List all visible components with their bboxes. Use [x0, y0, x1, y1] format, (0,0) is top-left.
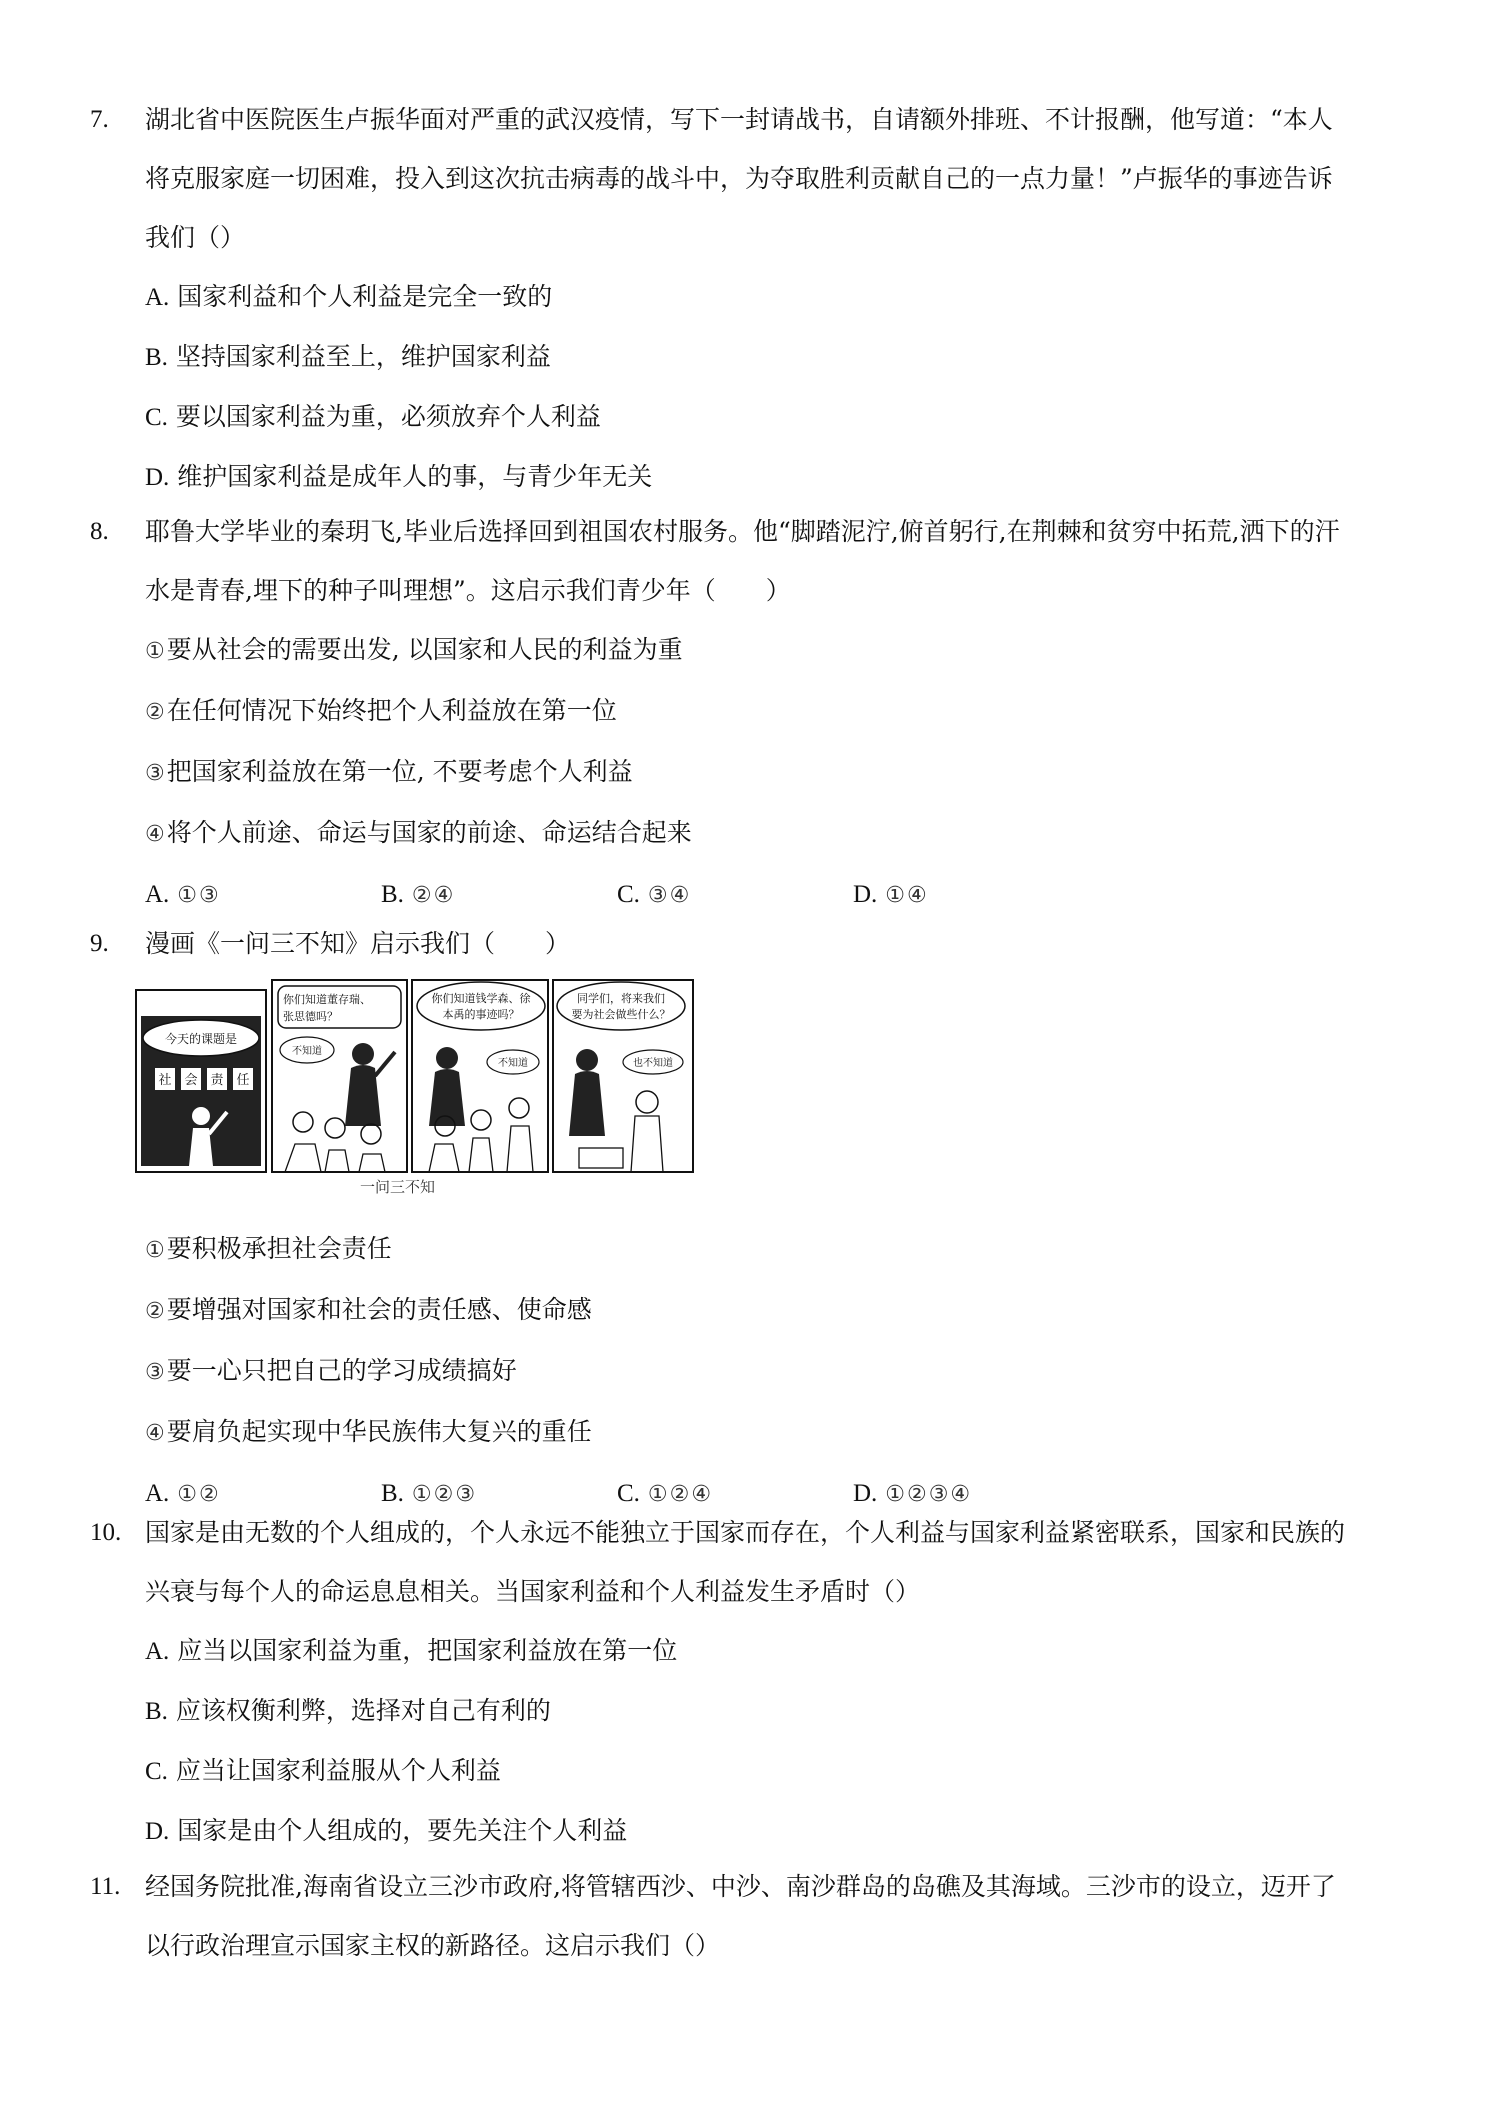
option-a[interactable]	[145, 1621, 1410, 1681]
comic-panel-3	[412, 980, 548, 1172]
choice-text: ①③	[177, 883, 221, 908]
choice-letter: C.	[617, 1480, 640, 1507]
option-b[interactable]	[145, 327, 1410, 387]
question-text-line: 我们（）	[145, 223, 246, 252]
statement-mark: ②	[145, 1299, 167, 1324]
question-7	[90, 90, 1410, 507]
statement-4	[145, 803, 1410, 864]
statement-text: 要一心只把自己的学习成绩搞好	[166, 1356, 517, 1385]
comic-caption: 一问三不知	[360, 1178, 436, 1196]
question-text-line: 兴衰与每个人的命运息息相关。当国家利益和个人利益发生矛盾时（）	[145, 1577, 921, 1606]
question-number: 8.	[90, 518, 109, 545]
question-text-line: 耶鲁大学毕业的秦玥飞,毕业后选择回到祖国农村服务。他“脚踏泥泞,俯首躬行,在荆棘和贫穷中拓荒,洒下的汗	[145, 517, 1340, 546]
option-letter: A.	[145, 1638, 170, 1665]
comic-panel-4	[553, 980, 693, 1172]
board-char: 会	[184, 1073, 198, 1088]
question-text-line: 水是青春,埋下的种子叫理想”。这启示我们青少年（ ）	[145, 576, 791, 605]
question-11	[90, 1857, 1410, 1975]
choice-letter: A.	[145, 881, 170, 908]
choice-text: ①②③④	[885, 1482, 973, 1507]
choice-text: ①②	[177, 1482, 221, 1507]
board-char: 责	[210, 1073, 224, 1088]
statement-4	[145, 1402, 1410, 1463]
option-a[interactable]	[145, 267, 1410, 327]
option-letter: B.	[145, 1698, 168, 1725]
choice-letter: A.	[145, 1480, 170, 1507]
panel-4-reply: 也不知道	[633, 1058, 673, 1069]
option-text: 维护国家利益是成年人的事，与青少年无关	[177, 462, 653, 491]
statement-mark: ②	[145, 700, 167, 725]
statement-text: 将个人前途、命运与国家的前途、命运结合起来	[166, 818, 692, 847]
question-number: 9.	[90, 930, 109, 957]
question-8	[90, 502, 1410, 925]
statement-text: 要增强对国家和社会的责任感、使命感	[166, 1295, 592, 1324]
option-text: 应该权衡利弊，选择对自己有利的	[175, 1696, 551, 1725]
statement-1	[145, 1219, 1410, 1280]
panel-4-bubble: 要为社会做些什么？	[571, 1008, 671, 1021]
option-letter: D.	[145, 1818, 170, 1845]
option-letter: D.	[145, 464, 170, 491]
choice-text: ①④	[885, 883, 929, 908]
panel-2-reply: 不知道	[292, 1046, 322, 1057]
statement-mark: ③	[145, 1360, 167, 1385]
statement-text: 把国家利益放在第一位, 不要考虑个人利益	[166, 757, 633, 786]
statement-mark: ③	[145, 761, 167, 786]
statement-2	[145, 1280, 1410, 1341]
question-9	[90, 914, 1410, 973]
choice-letter: B.	[381, 1480, 404, 1507]
choice-letter: D.	[853, 1480, 878, 1507]
statement-mark: ①	[145, 639, 167, 664]
option-b[interactable]	[145, 1681, 1410, 1741]
board-char: 社	[158, 1073, 172, 1088]
question-text-line: 湖北省中医院医生卢振华面对严重的武汉疫情，写下一封请战书，自请额外排班、不计报酬，他写道：“本人	[145, 105, 1333, 134]
choice-text: ①②③	[411, 1482, 478, 1507]
question-text-line: 以行政治理宣示国家主权的新路径。这启示我们（）	[145, 1931, 721, 1960]
statement-text: 要从社会的需要出发, 以国家和人民的利益为重	[166, 635, 683, 664]
option-letter: A.	[145, 284, 170, 311]
question-text-line: 经国务院批准,海南省设立三沙市政府,将管辖西沙、中沙、南沙群岛的岛礁及其海域。三沙市的设立，迈开了	[145, 1872, 1336, 1901]
option-letter: B.	[145, 344, 168, 371]
option-text: 国家利益和个人利益是完全一致的	[177, 282, 553, 311]
statement-2	[145, 681, 1410, 742]
question-number: 11.	[90, 1873, 121, 1900]
choice-text: ②④	[411, 883, 456, 908]
choice-letter: C.	[617, 881, 640, 908]
question-10	[90, 1503, 1410, 1861]
question-text-line: 将克服家庭一切困难，投入到这次抗击病毒的战斗中，为夺取胜利贡献自己的一点力量！”卢振华的事迹告诉	[145, 164, 1333, 193]
statement-mark: ①	[145, 1238, 167, 1263]
option-letter: C.	[145, 404, 168, 431]
panel-3-bubble: 本禹的事迹吗？	[442, 1008, 520, 1021]
statement-3	[145, 742, 1410, 803]
question-number: 7.	[90, 106, 109, 133]
comic-panel-2	[272, 980, 407, 1172]
statement-3	[145, 1341, 1410, 1402]
comic-strip	[135, 976, 695, 1176]
question-9-options	[90, 1219, 1410, 1524]
choice-letter: D.	[853, 881, 878, 908]
option-d[interactable]	[145, 1801, 1410, 1861]
panel-3-reply: 不知道	[498, 1058, 528, 1069]
statement-1	[145, 620, 1410, 681]
question-text-line: 漫画《一问三不知》启示我们（ ）	[145, 929, 571, 958]
option-text: 应当让国家利益服从个人利益	[175, 1756, 501, 1785]
option-c[interactable]	[145, 1741, 1410, 1801]
statement-text: 要积极承担社会责任	[166, 1234, 392, 1263]
statement-mark: ④	[145, 822, 167, 847]
option-letter: C.	[145, 1758, 168, 1785]
board-char: 任	[236, 1073, 250, 1088]
choice-text: ①②④	[647, 1482, 714, 1507]
statement-mark: ④	[145, 1421, 167, 1446]
panel-2-bubble: 张思德吗？	[283, 1010, 338, 1023]
option-d[interactable]	[145, 447, 1410, 507]
question-text-line: 国家是由无数的个人组成的，个人永远不能独立于国家而存在，个人利益与国家利益紧密联系，国家和民族的	[145, 1518, 1346, 1547]
option-text: 应当以国家利益为重，把国家利益放在第一位	[177, 1636, 678, 1665]
question-number: 10.	[90, 1519, 122, 1546]
option-text: 国家是由个人组成的，要先关注个人利益	[177, 1816, 628, 1845]
statement-text: 要肩负起实现中华民族伟大复兴的重任	[166, 1417, 592, 1446]
comic-illustration	[135, 976, 695, 1206]
option-text: 要以国家利益为重，必须放弃个人利益	[175, 402, 601, 431]
statement-text: 在任何情况下始终把个人利益放在第一位	[166, 696, 617, 725]
comic-panel-1	[136, 990, 266, 1172]
option-c[interactable]	[145, 387, 1410, 447]
panel-3-bubble: 你们知道钱学森、徐	[431, 992, 531, 1005]
option-text: 坚持国家利益至上，维护国家利益	[175, 342, 551, 371]
choice-text: ③④	[647, 883, 692, 908]
panel-2-bubble: 你们知道董存瑞、	[283, 993, 371, 1006]
panel-1-bubble: 今天的课题是	[164, 1032, 238, 1046]
choice-letter: B.	[381, 881, 404, 908]
panel-4-bubble: 同学们，将来我们	[577, 992, 665, 1005]
